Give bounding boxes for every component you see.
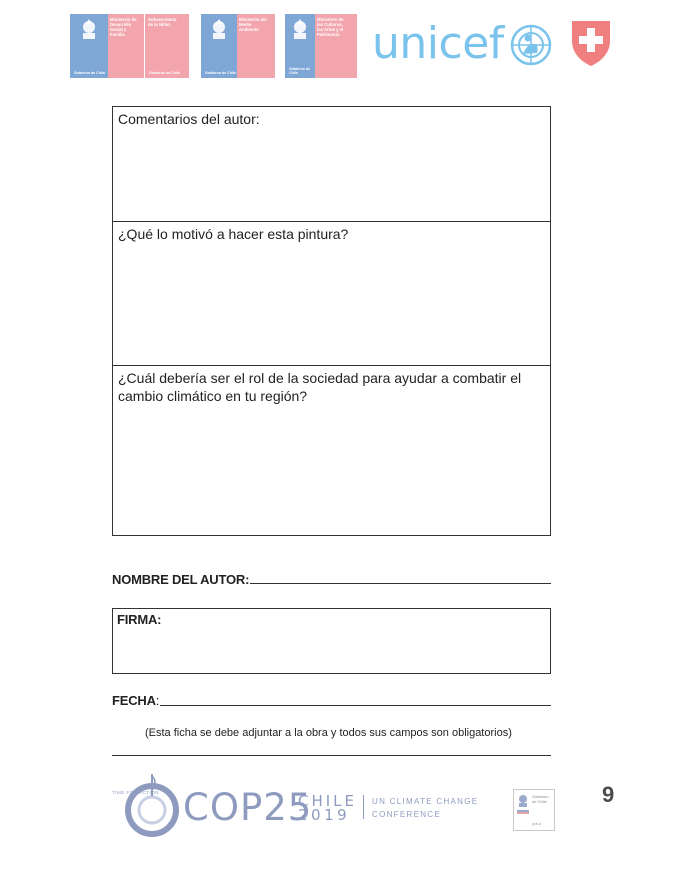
page-number: 9	[602, 782, 615, 807]
date-line[interactable]	[160, 705, 551, 706]
date-label-wrap	[112, 692, 159, 710]
author-comments-box[interactable]	[112, 106, 551, 222]
logo-ministerio-culturas	[285, 14, 357, 78]
cop-tagline: TIME FOR ACTION	[112, 790, 160, 795]
chile-coat-of-arms-icon	[201, 16, 237, 46]
logo-footer: Gobierno de Chile	[289, 67, 311, 75]
logo-ministry-name: Ministerio de Desarrollo Social y Familia	[110, 17, 137, 37]
logo-ministry-name: Ministerio de las Culturas, las Artes y el Patrimonio	[317, 17, 344, 37]
cop-subtitle-1: UN CLIMATE CHANGE	[372, 797, 479, 806]
logo-ministerio-medio-ambiente	[201, 14, 275, 78]
logo-ministry-name: Subsecretaría de la Niñez	[148, 17, 177, 27]
cop25-emblem-icon	[122, 772, 182, 840]
logo-ministerio-desarrollo-social	[70, 14, 144, 78]
logo-footer: Gobierno de Chile	[149, 71, 180, 75]
swiss-shield-icon	[570, 19, 612, 67]
motivation-label: ¿Qué lo motivó a hacer esta pintura?	[118, 226, 349, 242]
society-role-box[interactable]	[112, 365, 551, 536]
logo-ministry-name: Ministerio del Medio Ambiente	[239, 17, 267, 32]
cop-subtitle-2: CONFERENCE	[372, 810, 442, 819]
author-name-line[interactable]	[250, 583, 551, 584]
gobierno-chile-small-logo	[513, 789, 555, 831]
date-colon: :	[155, 693, 160, 708]
date-label: FECHA	[112, 693, 156, 708]
logo-subsecretaria-ninez	[145, 14, 189, 78]
cop-separator	[363, 795, 364, 819]
author-comments-label: Comentarios del autor:	[118, 111, 260, 127]
logo-footer: Gobierno de Chile	[205, 71, 236, 75]
chile-coat-of-arms-icon	[285, 16, 315, 46]
signature-box[interactable]	[112, 608, 551, 674]
logo-footer: Gobierno de Chile	[74, 71, 105, 75]
cop25-title: COP25	[183, 786, 313, 829]
chile-coat-of-arms-icon	[516, 793, 530, 809]
mandatory-note: (Esta ficha se debe adjuntar a la obra y todos sus campos son obligatorios)	[145, 727, 512, 739]
motivation-box[interactable]	[112, 221, 551, 366]
society-role-label: ¿Cuál debería ser el rol de la sociedad para ayudar a combatir el cambio climático en tu región?	[118, 370, 522, 404]
author-name-label: NOMBRE DEL AUTOR:	[112, 572, 250, 587]
signature-label: FIRMA:	[117, 612, 162, 627]
cop-country: CHILE	[298, 792, 358, 810]
footer-divider	[112, 755, 551, 756]
unicef-emblem-icon	[510, 24, 552, 66]
cop-year: 2019	[298, 806, 351, 824]
gov-small-url: gob.cl	[532, 822, 542, 826]
unicef-logo-text: unicef	[372, 18, 504, 69]
chile-coat-of-arms-icon	[70, 16, 108, 46]
gov-small-text: Gobierno de Chile	[532, 794, 549, 804]
